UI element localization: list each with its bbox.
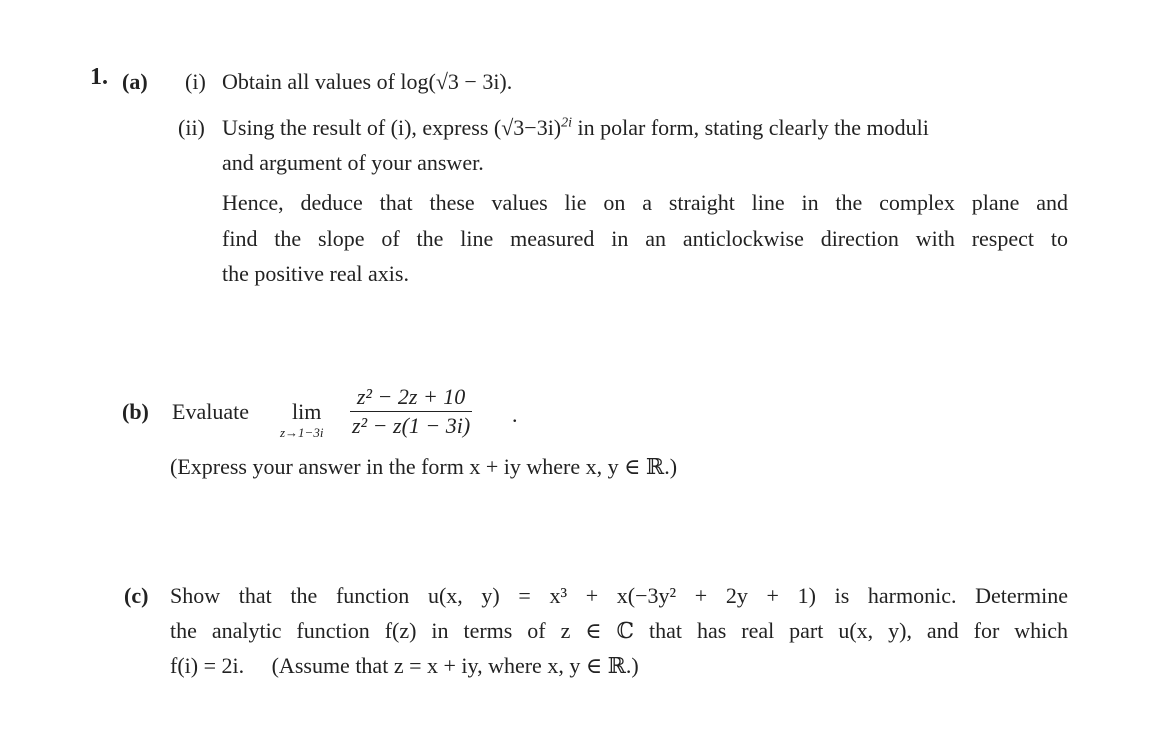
lim-operator: lim bbox=[292, 399, 322, 424]
hence-line3: the positive real axis. bbox=[222, 261, 409, 286]
part-c-label: (c) bbox=[124, 583, 149, 608]
part-a-i-text: Obtain all values of log(√3 − 3i). bbox=[222, 69, 513, 94]
period: . bbox=[512, 402, 518, 427]
hence-line2: find the slope of the line measured in an anticlockwise direction with respect to bbox=[222, 226, 1068, 251]
part-c-line3: f(i) = 2i. (Assume that z = x + iy, where x, y ∈ ℝ.) bbox=[170, 653, 639, 678]
part-a-ii-label: (ii) bbox=[178, 115, 205, 140]
ii-exponent: 2i bbox=[561, 115, 573, 131]
evaluate-label: Evaluate bbox=[172, 399, 249, 424]
question-number: 1. bbox=[90, 64, 108, 90]
ii-text-end: in polar form, stating clearly the moduli bbox=[572, 115, 929, 140]
fraction-denominator: z² − z(1 − 3i) bbox=[352, 413, 471, 438]
hence-line1: Hence, deduce that these values lie on a straight line in the complex plane and bbox=[222, 190, 1068, 215]
part-c-line1: Show that the function u(x, y) = x³ + x(−3y² + 2y + 1) is harmonic. Determine bbox=[170, 583, 1068, 608]
part-a-ii-line1 bbox=[222, 115, 1068, 141]
part-a-i-label: (i) bbox=[185, 69, 206, 94]
ii-text-start: Using the result of (i), express (√3−3i) bbox=[222, 115, 562, 140]
part-c-line2: the analytic function f(z) in terms of z ∈ ℂ that has real part u(x, y), and for which bbox=[170, 618, 1068, 643]
part-a-ii-line2: and argument of your answer. bbox=[222, 150, 484, 175]
fraction-numerator: z² − 2z + 10 bbox=[356, 384, 466, 409]
lim-subscript: z→1−3i bbox=[280, 425, 324, 440]
part-a-label: (a) bbox=[122, 69, 148, 94]
part-b-label: (b) bbox=[122, 399, 149, 424]
limit-fraction bbox=[350, 383, 472, 440]
part-b-note: (Express your answer in the form x + iy where x, y ∈ ℝ.) bbox=[170, 454, 678, 479]
